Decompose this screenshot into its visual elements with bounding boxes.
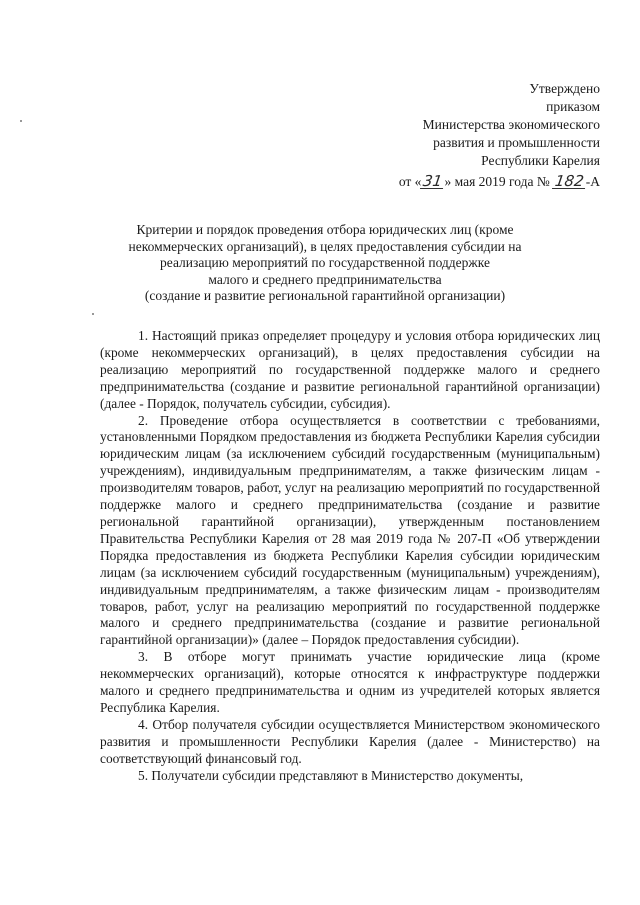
document-body [100, 328, 600, 784]
approval-line: развития и промышленности [433, 135, 600, 150]
paragraph-3: 3. В отборе могут принимать участие юридические лица (кроме некоммерческих организаций), которые относятся к инфраструктуре поддержки малого и среднего предпринимательства и одним из учредителей которых является Республика Карелия. [100, 649, 600, 715]
title-line: малого и среднего предпринимательства [208, 271, 442, 287]
document-title [90, 222, 560, 305]
title-line: некоммерческих организаций), в целях предоставления субсидии на [128, 238, 522, 254]
order-suffix: -А [585, 174, 600, 189]
approval-line: Министерства экономического [422, 117, 600, 132]
paragraph-2: 2. Проведение отбора осуществляется в соответствии с требованиями, установленными Порядком предоставления из бюджета Республики Карелия субсидии юридическим лицам (за исключением субсидий государственным (муниципальным) учреждениям), индивидуальным предпринимателям, а также физическим лицам - производителям товаров, работ, услуг на реализацию мероприятий по государственной поддержке малого и среднего предпринимательства (создание и развитие региональной гарантийной организации), утвержденным постановлением Правительства Республики Карелия от 28 мая 2019 года № 207-П «Об утверждении Порядка предоставления из бюджета Республики Карелия субсидии юридическим лицам (за исключением субсидий государственным (муниципальным) учреждениям), индивидуальным предпринимателям, а также физическим лицам - производителям товаров, работ, услуг на реализацию мероприятий по государственной поддержке малого и среднего предпринимательства (создание и развитие региональной гарантийной организации)» (далее – Порядок предоставления субсидии). [100, 412, 600, 648]
approval-line: Утверждено [529, 81, 600, 96]
approval-stamp-block [340, 80, 600, 170]
order-reference [399, 172, 600, 192]
handwritten-day: 31 [422, 172, 444, 190]
approval-line: приказом [546, 99, 600, 114]
order-middle: » мая 2019 года № [444, 174, 550, 189]
scan-speck [20, 120, 22, 122]
paragraph-5: 5. Получатели субсидии представляют в Министерство документы, [138, 767, 524, 783]
title-line: реализацию мероприятий по государственной поддержке [160, 255, 490, 271]
approval-line: Республики Карелия [481, 153, 600, 168]
title-line: (создание и развитие региональной гарантийной организации) [144, 288, 506, 304]
paragraph-4: 4. Отбор получателя субсидии осуществляется Министерством экономического развития и промышленности Республики Карелия (далее - Министерство) на соответствующий финансовый год. [100, 716, 600, 766]
handwritten-number: 182 [553, 172, 586, 190]
order-prefix: от « [398, 174, 422, 189]
title-line: Критерии и порядок проведения отбора юридических лиц (кроме [136, 222, 514, 237]
scan-speck [92, 313, 94, 315]
paragraph-1: 1. Настоящий приказ определяет процедуру и условия отбора юридических лиц (кроме некоммерческих организаций), в целях предоставления субсидии на реализацию мероприятий по государственной поддержке малого и среднего предпринимательства (создание и развитие региональной гарантийной организации) (далее - Порядок, получатель субсидии, субсидия). [100, 328, 600, 411]
